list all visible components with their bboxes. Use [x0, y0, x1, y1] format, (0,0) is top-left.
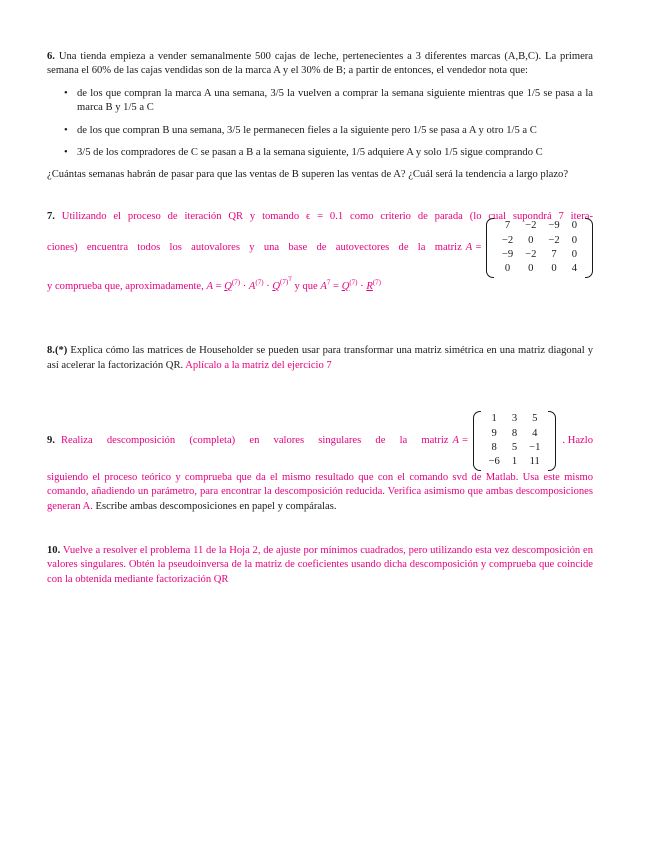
exercise-9: [47, 411, 593, 514]
list-item: • de los que compran la marca A una semana, 3/5 la vuelven a comprar la semana siguiente mientras que 1/5 se pasa a la marca B y 1/5 a C: [47, 87, 593, 116]
exercise-8-apply: Aplícalo a la matriz del ejercicio 7: [185, 359, 332, 371]
exercise-6-question: ¿Cuántas semanas habrán de pasar para que las ventas de B superen las ventas de A? ¿Cuál será la tendencia a largo plazo?: [47, 169, 569, 181]
exercise-9-write: Escribe ambas descomposiciones en papel y compáralas.: [95, 500, 337, 512]
exercise-8-text: Explica cómo las matrices de Householder se pueden usar para transformar una matriz simétrica en una matriz diagonal y así acelerar la factorización QR.: [47, 345, 593, 371]
exercise-6: [47, 50, 593, 183]
matrix-label: A =: [465, 241, 482, 253]
list-item: • de los que compran B una semana, 3/5 le permanecen fieles a la siguiente pero 1/5 se pasa a A y otro 1/5 a C: [47, 124, 593, 138]
matrix-label: A =: [452, 434, 469, 446]
exercise-10-number: 10.: [47, 544, 61, 556]
exercise-7-line2: ciones) encuentra todos los autovalores y una base de autovectores de la matriz: [47, 241, 462, 253]
exercise-9-line2: siguiendo el proceso teórico y comprueba que da el mismo resultado que con el comando svd de Matlab. Usa este mismo comando, añadiendo un parámetro, para encontrar la descomposición reducida. Verifica asimismo que ambas descomposiciones generan A.: [47, 471, 593, 512]
exercise-6-intro: Una tienda empieza a vender semanalmente 500 cajas de leche, pertenecientes a 3 diferentes marcas (A,B,C). La primera semana el 60% de las cajas vendidas son de la marca A y el 30% de B; a partir de entonces, el vendedor nota que:: [47, 51, 593, 77]
matrix-a-ex9: 1 3 5 9 8 4 8 5 −1 −6 1 11: [473, 411, 557, 471]
matrix-a-ex7: 7 −2 −9 0 −2 0 −2 0 −9 −2 7 0 0 0 0 4: [486, 218, 593, 278]
exercise-8: [47, 344, 593, 373]
exercise-10-text: Vuelve a resolver el problema 11 de la Hoja 2, de ajuste por mínimos cuadrados, pero utilizando esta vez descomposición en valores singulares. Obtén la pseudoinversa de la matriz de coeficientes usando dicha descomposición y comprueba que coincide con la obtenida mediante factorización QR: [47, 544, 593, 585]
exercise-7-line3: y comprueba que, aproximadamente, $A = Q^{(7)} \cdot A^{(7)} \cdot Q^{(7)^T}$ y que $A^7 = Q^{(7)} \cdot R^{(7)}$: [47, 277, 381, 292]
exercise-page: [47, 50, 593, 587]
exercise-8-number: 8.(*): [47, 345, 68, 357]
exercise-9-number: 9.: [47, 434, 55, 446]
exercise-7: [47, 210, 593, 294]
exercise-9-line1: Realiza descomposición (completa) en valores singulares de la matriz: [60, 434, 449, 446]
exercise-9-after-matrix: . Hazlo: [562, 434, 593, 446]
exercise-7-number: 7.: [47, 210, 55, 222]
exercise-6-number: 6.: [47, 51, 55, 62]
exercise-10: [47, 544, 593, 587]
exercise-6-bullet-list: [47, 87, 593, 161]
exercise-7-line1: Utilizando el proceso de iteración QR y tomando ϵ = 0.1 como criterio de parada (lo cual supondrá 7 itera-: [61, 210, 593, 222]
list-item: • 3/5 de los compradores de C se pasan a B a la semana siguiente, 1/5 adquiere A y solo 1/5 sigue comprando C: [47, 146, 593, 160]
